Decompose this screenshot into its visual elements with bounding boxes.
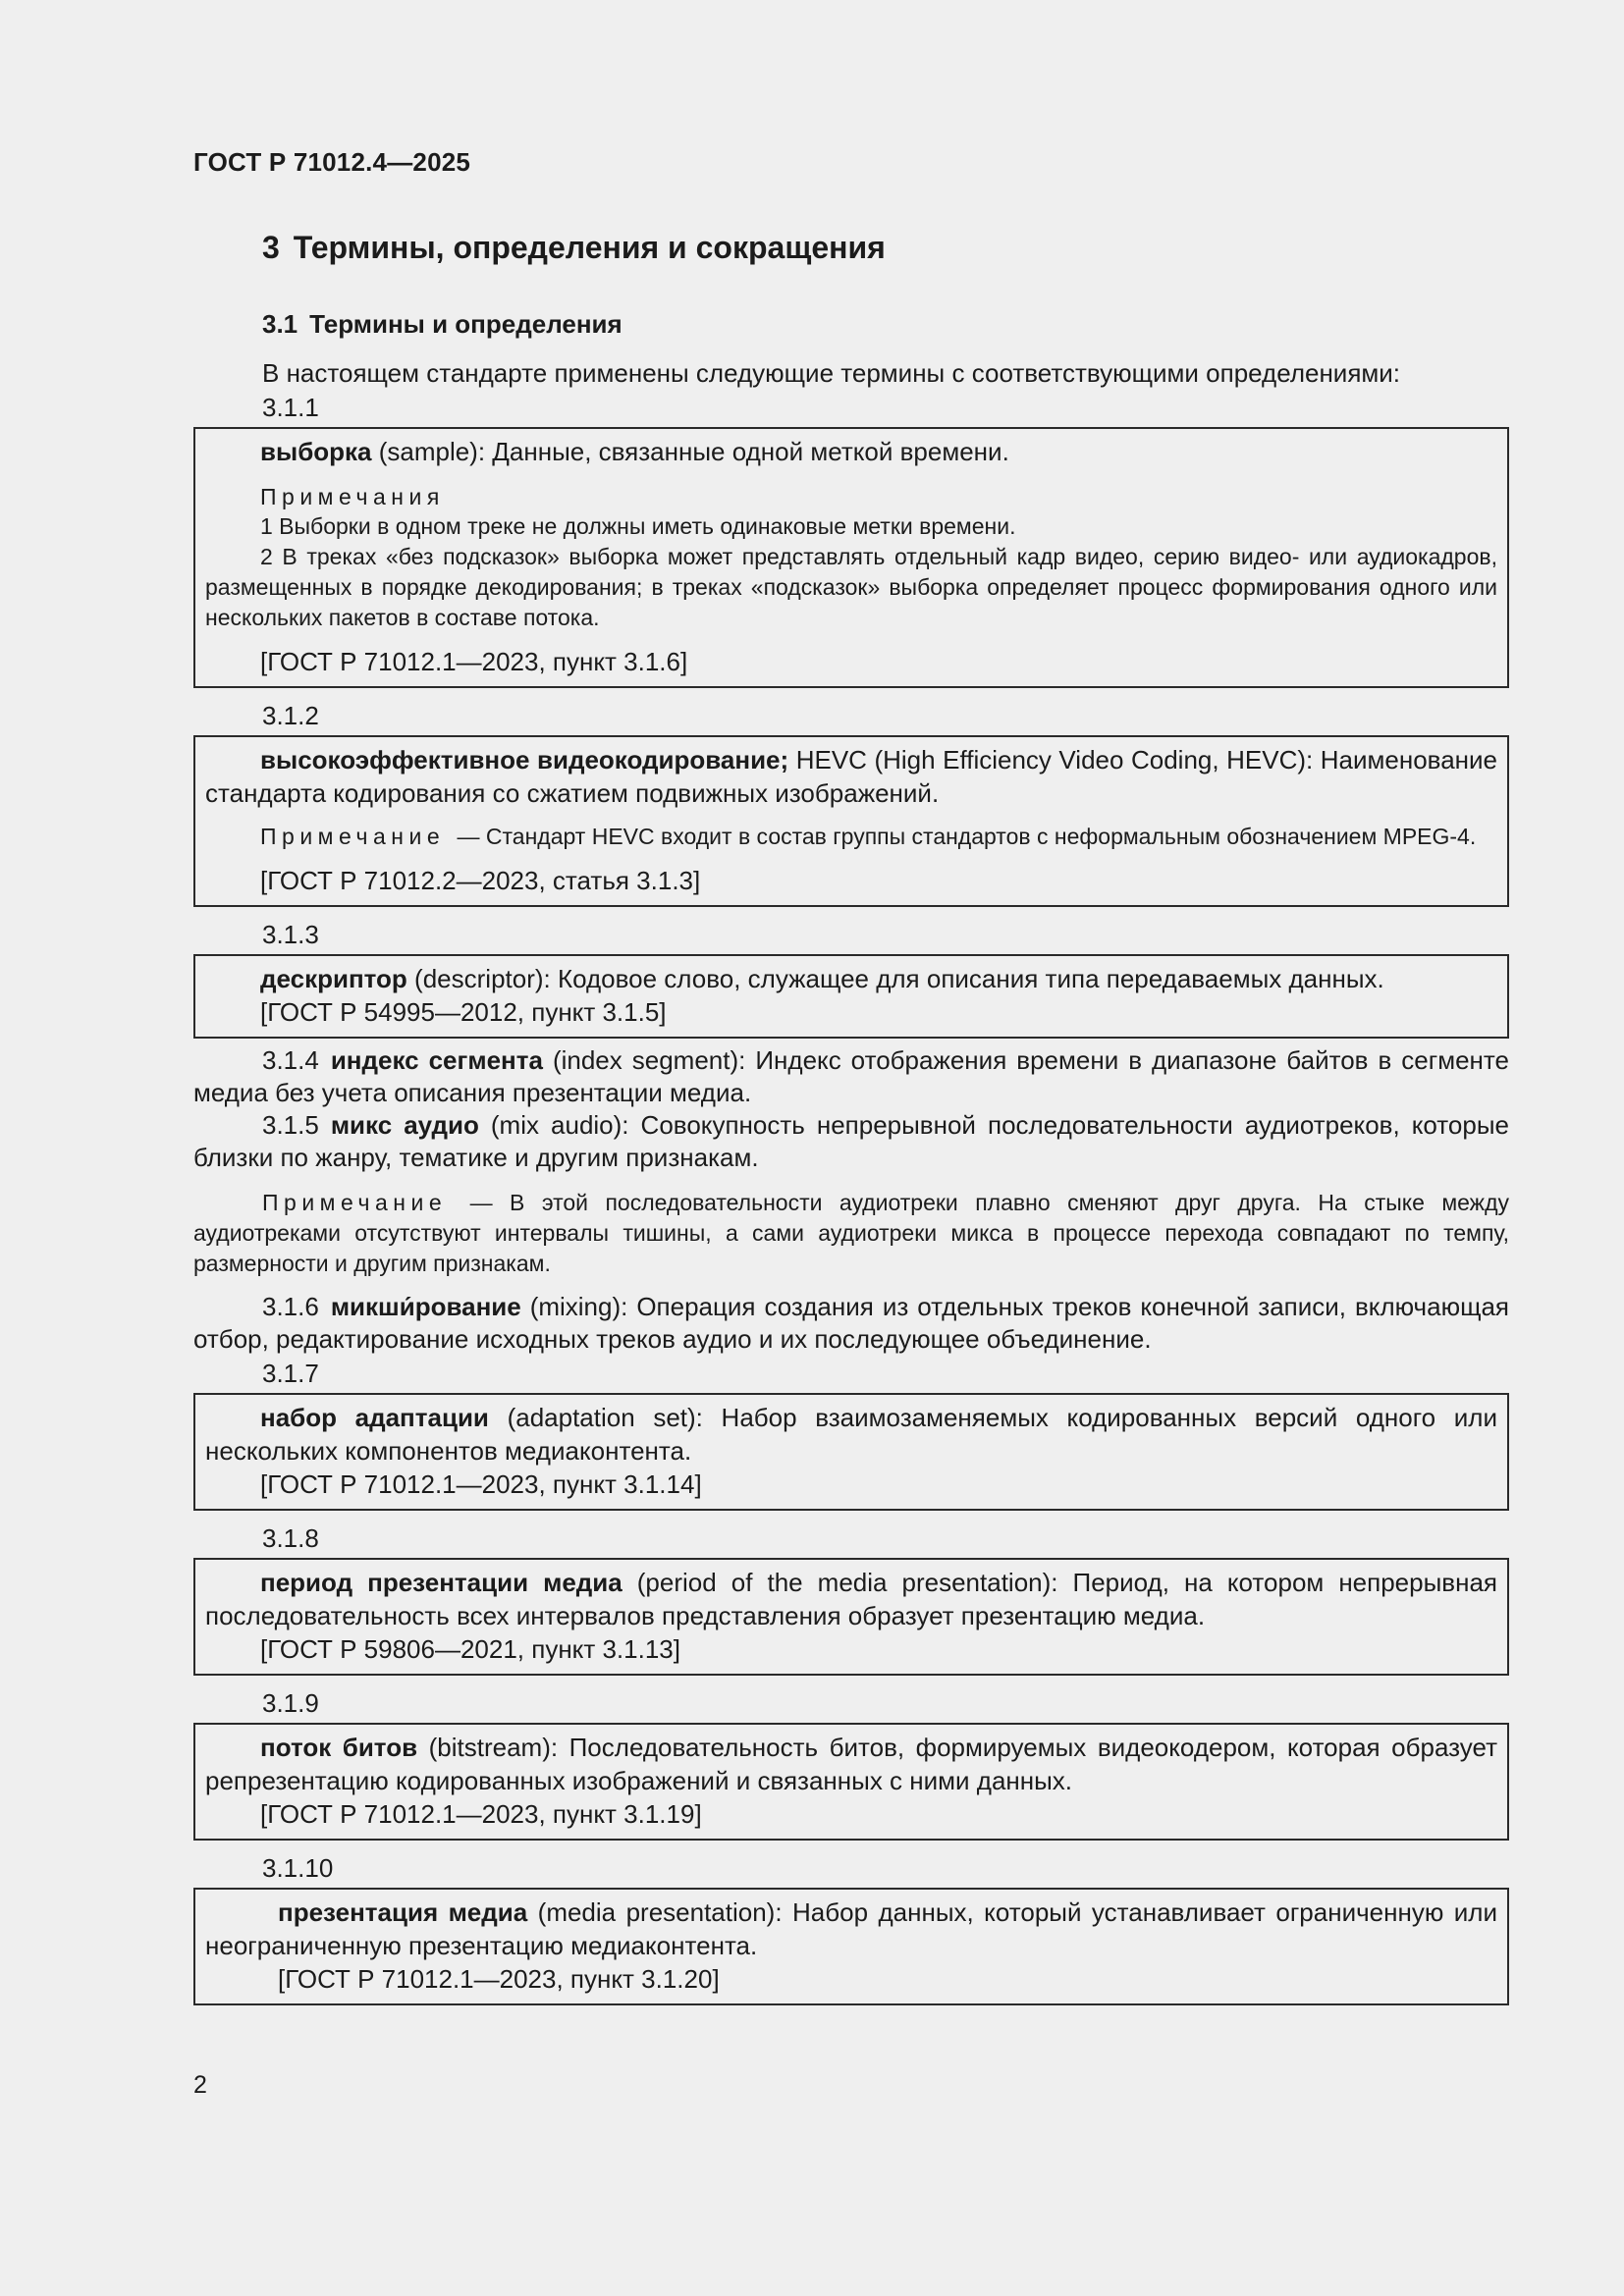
term-number: 3.1.4 [262, 1045, 319, 1075]
term-definition-text: (sample): Данные, связанные одной меткой времени. [371, 437, 1009, 466]
document-header: ГОСТ Р 71012.4—2025 [193, 147, 471, 177]
term-name: микши́рование [330, 1292, 521, 1321]
term-definition-text: HEVC (High Efficiency Video Coding, HEVC): Наименование стандарта кодирования со сжатием подвижных изображений. [205, 745, 1498, 808]
note-label: Примечания [260, 484, 445, 509]
term-reference: [ГОСТ Р 71012.1—2023, пункт 3.1.19] [260, 1799, 702, 1829]
term-definition-text: (adaptation set): Набор взаимозаменяемых кодированных версий одного или нескольких компонентов медиаконтента. [205, 1403, 1497, 1466]
term-name: микс аудио [330, 1110, 479, 1140]
term-number: 3.1.1 [262, 393, 319, 422]
note-label: Примечание [262, 1190, 448, 1215]
term-number: 3.1.10 [262, 1853, 334, 1883]
term-box-media-period [193, 1558, 1509, 1676]
intro-paragraph: В настоящем стандарте применены следующие термины с соответствующими определениями: [262, 358, 1401, 388]
term-number: 3.1.9 [262, 1688, 319, 1718]
term-box-descriptor [193, 954, 1509, 1039]
document-content [193, 221, 1509, 2005]
term-definition-text: (bitstream): Последовательность битов, формируемых видеокодером, которая образует репрезентацию кодированных изображений и связанных с ними данных. [205, 1733, 1498, 1795]
term-name: поток битов [260, 1733, 418, 1762]
term-definition [205, 1566, 1497, 1632]
section-title-text: Термины, определения и сокращения [293, 230, 886, 265]
term-definition [205, 435, 1497, 468]
note-text: — В этой последовательности аудиотреки плавно сменяют друг друга. На стыке между аудиотреками отсутствуют интервалы тишины, а сами аудиотреки микса в процессе перехода совпадают по темпу, размерности и другим признакам. [193, 1190, 1509, 1276]
term-definition [205, 1401, 1497, 1468]
term-definition [205, 743, 1497, 810]
term-name: презентация медиа [278, 1897, 528, 1927]
term-box-adaptation-set [193, 1393, 1509, 1511]
subsection-title-text: Термины и определения [309, 309, 623, 339]
term-name: набор адаптации [260, 1403, 489, 1432]
term-definition [205, 962, 1497, 995]
term-definition-text: (mixing): Операция создания из отдельных треков конечной записи, включающая отбор, редактирование исходных треков аудио и их последующее объединение. [193, 1292, 1509, 1354]
term-definition [205, 1731, 1497, 1797]
page-number: 2 [193, 2071, 207, 2099]
term-name: дескриптор [260, 964, 407, 993]
term-number: 3.1.6 [262, 1292, 319, 1321]
term-mixing [193, 1291, 1509, 1356]
note-item: 2 В треках «без подсказок» выборка может представлять отдельный кадр видео, серию видео- или аудиокадров, размещенных в порядке декодирования; в треках «подсказок» выборка определяет процесс формирования одного или нескольких пакетов в составе потока. [205, 544, 1497, 630]
term-name: выборка [260, 437, 372, 466]
subsection-number: 3.1 [262, 309, 298, 339]
term-number: 3.1.8 [262, 1523, 319, 1553]
term-number: 3.1.2 [262, 701, 319, 730]
note-item: 1 Выборки в одном треке не должны иметь одинаковые метки времени. [260, 513, 1016, 539]
note-text: — Стандарт HEVC входит в состав группы стандартов с неформальным обозначением MPEG-4. [451, 824, 1477, 849]
term-definition-text: (period of the media presentation): Период, на котором непрерывная последовательность всех интервалов представления образует презентацию медиа. [205, 1568, 1497, 1630]
term-definition-text: (mix audio): Совокупность непрерывной последовательности аудиотреков, которые близки по жанру, тематике и другим признакам. [193, 1110, 1509, 1172]
term-index-segment [193, 1044, 1509, 1109]
term-box-media-presentation [193, 1888, 1509, 2005]
term-name: период презентации медиа [260, 1568, 623, 1597]
note-label: Примечание [260, 824, 446, 849]
term-box-sample [193, 427, 1509, 688]
term-number: 3.1.5 [262, 1110, 319, 1140]
term-box-bitstream [193, 1723, 1509, 1841]
term-mix-audio [193, 1109, 1509, 1174]
term-number: 3.1.7 [262, 1359, 319, 1388]
term-definition [205, 1896, 1497, 1962]
term-note [193, 1188, 1509, 1279]
term-definition-text: (media presentation): Набор данных, который устанавливает ограниченную или неограниченную презентацию медиаконтента. [205, 1897, 1497, 1960]
term-reference: [ГОСТ Р 71012.1—2023, пункт 3.1.20] [278, 1964, 720, 1994]
term-definition-text: (index segment): Индекс отображения времени в диапазоне байтов в сегменте медиа без учета описания презентации медиа. [193, 1045, 1509, 1107]
subsection-title [262, 306, 1509, 342]
term-reference: [ГОСТ Р 54995—2012, пункт 3.1.5] [260, 997, 667, 1027]
term-name: индекс сегмента [330, 1045, 543, 1075]
term-definition-text: (descriptor): Кодовое слово, служащее для описания типа передаваемых данных. [406, 964, 1384, 993]
term-note [205, 822, 1497, 852]
term-box-hevc [193, 735, 1509, 907]
term-reference: [ГОСТ Р 71012.1—2023, пункт 3.1.14] [260, 1469, 702, 1499]
term-reference: [ГОСТ Р 71012.1—2023, пункт 3.1.6] [260, 647, 688, 676]
term-name: высокоэффективное видеокодирование; [260, 745, 789, 774]
section-number: 3 [262, 230, 280, 265]
section-title [262, 226, 1509, 269]
term-reference: [ГОСТ Р 71012.2—2023, статья 3.1.3] [260, 866, 701, 895]
term-number: 3.1.3 [262, 920, 319, 949]
term-reference: [ГОСТ Р 59806—2021, пункт 3.1.13] [260, 1634, 680, 1664]
